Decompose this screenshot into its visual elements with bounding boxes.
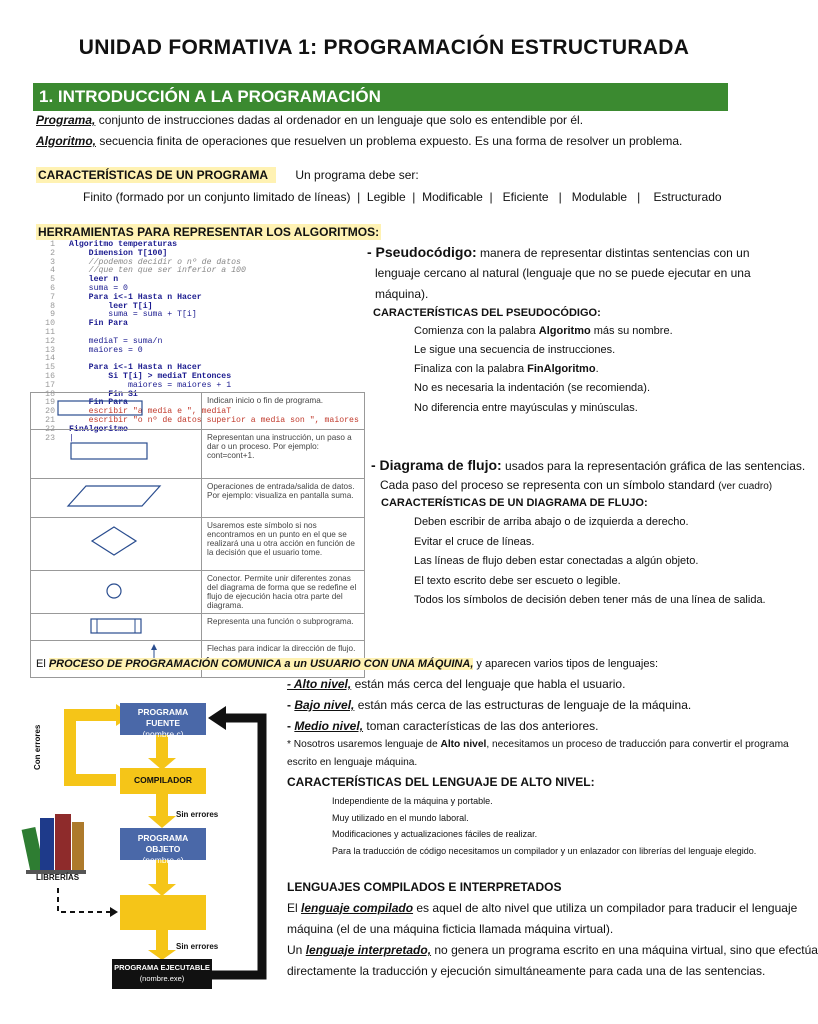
pseudo-char-3 (414, 363, 599, 375)
error-loop (70, 715, 116, 780)
flujo-text1: usados para la representación gráfica de las sentencias. (501, 459, 806, 473)
text: * Nosotros usaremos lenguaje de (287, 739, 441, 750)
flowchart-symbols-table (30, 389, 365, 678)
code-text: maiores = maiores + 1 (69, 380, 232, 390)
flujo-head: - Diagrama de flujo: (371, 457, 502, 473)
line-number: 19 (45, 398, 55, 408)
flujo-char-1: Deben escribir de arriba abajo o de izquierda a derecho. (414, 516, 689, 528)
code-text: suma = suma + T[i] (69, 310, 197, 320)
caracteristicas-list: Finito (formado por un conjunto limitado de líneas) | Legible | Modificable | Eficiente | Modulable | Estructurado (83, 190, 722, 204)
text: y aparecen varios tipos de lenguajes: (473, 658, 659, 670)
text: . (595, 363, 599, 375)
code-line (33, 320, 363, 329)
table-cell: Representa una función o subprograma. (202, 614, 365, 641)
code-text: Fin Para (69, 398, 128, 408)
table-row (31, 614, 365, 641)
pseudo-char-heading: CARACTERÍSTICAS DEL PSEUDOCÓDIGO: (373, 307, 601, 319)
process-symbol (36, 433, 186, 469)
subprocess-symbol (36, 617, 186, 635)
text: no genera un programa escrito en una máquina virtual, sino que efectúa (431, 943, 818, 957)
text: están más cerca del lenguaje que habla el usuario. (351, 677, 626, 691)
alto-nivel-line (287, 677, 625, 691)
text: más su nombre. (590, 325, 673, 337)
flujo-char-4: El texto escrito debe ser escueto o legible. (414, 575, 621, 587)
comp-p1 (287, 901, 797, 915)
text: , necesitamos un proceso de traducción para convertir el programa (486, 739, 789, 750)
line-number: 23 (45, 433, 55, 443)
code-text: maiores = 0 (69, 345, 143, 355)
io-symbol (36, 482, 186, 512)
code-text: //que ten que ser inferior a 100 (69, 266, 246, 276)
line-number: 15 (45, 363, 55, 373)
text: Finaliza con la palabra (414, 363, 528, 375)
connector-symbol (36, 574, 186, 608)
ejecutable-label (112, 962, 212, 984)
table-row (31, 518, 365, 571)
keyword: Algoritmo (538, 325, 591, 337)
alto-char-4: Para la traducción de código necesitamos un compilador y un enlazador con librerías del lenguaje elegido. (332, 846, 757, 856)
code-text: escribir "a media e ", mediaT (69, 407, 232, 417)
pseudo-text1: manera de representar distintas sentencias con un (476, 246, 750, 260)
table-row (31, 393, 365, 430)
code-text: Dimension T[100] (69, 248, 168, 258)
text: Un (287, 943, 306, 957)
flujo-char-2: Evitar el cruce de líneas. (414, 536, 535, 548)
text: (nombre.exe) (139, 974, 185, 983)
code-text: Fin Para (69, 319, 128, 329)
keyword: FinAlgoritmo (527, 363, 596, 375)
table-cell: Indican inicio o fin de programa. (202, 393, 365, 430)
comp-p2b: directamente la traducción y ejecución simultáneamente para cada una de las sentencias. (287, 964, 766, 978)
flujo-char-5: Todos los símbolos de decisión deben tener más de una línea de salida. (414, 594, 766, 606)
def-programa-text: conjunto de instrucciones dadas al ordenador en un lenguaje que solo es entendible por él. (95, 113, 584, 127)
def-programa-term: Programa, (36, 113, 96, 127)
comp-heading: LENGUAJES COMPILADOS E INTERPRETADOS (287, 880, 562, 894)
line-number: 10 (45, 319, 55, 329)
code-text: leer n (69, 275, 119, 285)
table-row (31, 430, 365, 479)
table-cell: Conector. Permite unir diferentes zonas del diagrama de forma que se redefine el flujo de ejecución hacia otra parte del diagrama. (202, 571, 365, 614)
code-text: Algoritmo temperaturas (69, 240, 178, 249)
text: PROGRAMA OBJETO (137, 833, 189, 854)
text: El (36, 658, 49, 670)
line-number: 9 (50, 310, 55, 320)
code-text: //podemos decidir o nº de datos (69, 257, 241, 267)
decision-symbol (36, 521, 186, 561)
table-cell: Usaremos este símbolo si nos encontramos en un punto en el que se realizará una u otra acción en función de la decisión que el usuario tome. (202, 518, 365, 571)
alto-char-heading: CARACTERÍSTICAS DEL LENGUAJE DE ALTO NIVEL: (287, 775, 595, 789)
caracteristicas-row (36, 168, 419, 182)
pseudo-char-5: No diferencia entre mayúsculas y minúsculas. (414, 402, 638, 414)
line-number: 6 (50, 283, 55, 293)
text: (nombre.c) (142, 729, 184, 739)
text: Comienza con la palabra (414, 325, 539, 337)
term: lenguaje interpretado, (305, 943, 432, 957)
comp-p2 (287, 943, 818, 957)
fuente-label (120, 707, 206, 740)
text: Cada paso del proceso se representa con un símbolo standard (380, 478, 719, 492)
line-number: 17 (45, 380, 55, 390)
caracteristicas-heading: CARACTERÍSTICAS DE UN PROGRAMA (36, 167, 276, 183)
line-number: 13 (45, 345, 55, 355)
text: (nombre.c) (142, 855, 184, 865)
text: El (287, 901, 302, 915)
code-text: Para i<-1 Hasta n Hacer (69, 292, 202, 302)
def-algoritmo (36, 134, 736, 148)
pseudo-char-1 (414, 325, 673, 337)
pseudo-head: - Pseudocódigo: (367, 244, 477, 260)
line-number: 18 (45, 389, 55, 399)
code-text: Si T[i] > mediaT Entonces (69, 371, 232, 381)
table-row (31, 571, 365, 614)
term: Medio nivel, (294, 719, 364, 733)
flujo-char-heading: CARACTERÍSTICAS DE UN DIAGRAMA DE FLUJO: (381, 497, 648, 509)
code-text: suma = 0 (69, 283, 128, 293)
pseudo-line1 (367, 244, 750, 260)
alto-char-3: Modificaciones y actualizaciones fáciles de realizar. (332, 829, 538, 839)
text: toman características de las dos anteriores. (363, 719, 599, 733)
text: están más cerca de las estructuras de lenguaje de la máquina. (354, 698, 692, 712)
caracteristicas-intro: Un programa debe ser: (295, 168, 419, 182)
line-number: 20 (45, 407, 55, 417)
def-algoritmo-term: Algoritmo, (36, 134, 96, 148)
comp-p1b: máquina (el de una máquina ficticia llamada máquina virtual). (287, 922, 614, 936)
table-row (31, 479, 365, 518)
table-cell: Representan una instrucción, un paso a dar o un proceso. Por ejemplo: cont=cont+1. (202, 430, 365, 479)
compilador-label: COMPILADOR (133, 775, 193, 785)
nota-line2: escrito en lenguaje máquina. (287, 757, 418, 768)
text: (ver cuadro) (718, 481, 773, 492)
line-number: 16 (45, 371, 55, 381)
line-number: 8 (50, 301, 55, 311)
proceso-highlight: PROCESO DE PROGRAMACIÓN COMUNICA a un USUARIO CON UNA MÁQUINA, (48, 658, 474, 670)
pseudo-line3: máquina). (375, 287, 429, 301)
code-text: leer T[i] (69, 301, 153, 311)
sin-errores-1: Sin errores (176, 810, 219, 819)
def-algoritmo-text: secuencia finita de operaciones que resuelven un problema expuesto. Es una forma de resolver un problema. (96, 134, 683, 148)
term: lenguaje compilado (301, 901, 414, 915)
code-text: FinAlgoritmo (69, 424, 128, 434)
bajo-nivel-line: - Bajo nivel, están más cerca de las estructuras de lenguaje de la máquina. (287, 698, 692, 712)
librerias-label: LIBRERÍAS (36, 873, 80, 882)
section-heading-1: 1. INTRODUCCIÓN A LA PROGRAMACIÓN (33, 83, 728, 111)
term: - Alto nivel, (287, 677, 352, 691)
books-icon (22, 814, 86, 874)
text: PROGRAMA EJECUTABLE (114, 963, 210, 972)
return-arrow (212, 718, 262, 975)
pseudo-char-4: No es necesaria la indentación (se recomienda). (414, 382, 651, 394)
def-programa (36, 113, 736, 127)
line-number: 7 (50, 292, 55, 302)
con-errores: Con errores (33, 724, 42, 770)
text: PROGRAMA FUENTE (137, 707, 189, 728)
terminal-symbol (36, 396, 186, 420)
code-text: escribir "o nº de datos superior a media son ", maiores (69, 415, 359, 425)
line-number: 22 (45, 424, 55, 434)
line-number: 12 (45, 336, 55, 346)
code-text: Para i<-1 Hasta n Hacer (69, 363, 202, 373)
medio-nivel-line: - Medio nivel, toman características de las dos anteriores. (287, 719, 599, 733)
pseudo-line2: lenguaje cercano al natural (lenguaje que no se puede ejecutar en una (375, 266, 751, 280)
flujo-char-3: Las líneas de flujo deben estar conectadas a algún objeto. (414, 555, 699, 567)
line-number: 11 (45, 327, 55, 337)
table-cell: Operaciones de entrada/salida de datos. Por ejemplo: visualiza en pantalla suma. (202, 479, 365, 518)
libraries-link (58, 888, 110, 912)
text: Alto nivel (440, 739, 487, 750)
code-line (33, 347, 363, 356)
line-number: 21 (45, 415, 55, 425)
flujo-line2 (380, 478, 772, 492)
page-title: UNIDAD FORMATIVA 1: PROGRAMACIÓN ESTRUCTURADA (78, 36, 690, 59)
sin-errores-2: Sin errores (176, 942, 219, 951)
line-number: 5 (50, 275, 55, 285)
line-number: 4 (50, 266, 55, 276)
line-number: 3 (50, 257, 55, 267)
text: es aquel de alto nivel que utiliza un compilador para traducir el lenguaje (413, 901, 798, 915)
alto-char-1: Independiente de la máquina y portable. (332, 796, 493, 806)
proceso-line (36, 658, 658, 670)
objeto-label (120, 833, 206, 866)
line-number: 14 (45, 354, 55, 364)
code-text: mediaT = suma/n (69, 336, 163, 346)
alto-char-2: Muy utilizado en el mundo laboral. (332, 813, 469, 823)
nota-line (287, 739, 789, 750)
term: Bajo nivel, (294, 698, 355, 712)
enlazador-box (120, 895, 206, 930)
table-cell: Flechas para indicar la dirección de flujo. (202, 641, 365, 678)
flujo-line1 (371, 457, 805, 473)
pseudo-char-2: Le sigue una secuencia de instrucciones. (414, 344, 616, 356)
code-text: | (69, 433, 74, 443)
line-number: 1 (50, 240, 55, 249)
herramientas-heading: HERRAMIENTAS PARA REPRESENTAR LOS ALGORITMOS: (38, 225, 380, 239)
code-text: Fin Si (69, 389, 138, 399)
line-number: 2 (50, 248, 55, 258)
